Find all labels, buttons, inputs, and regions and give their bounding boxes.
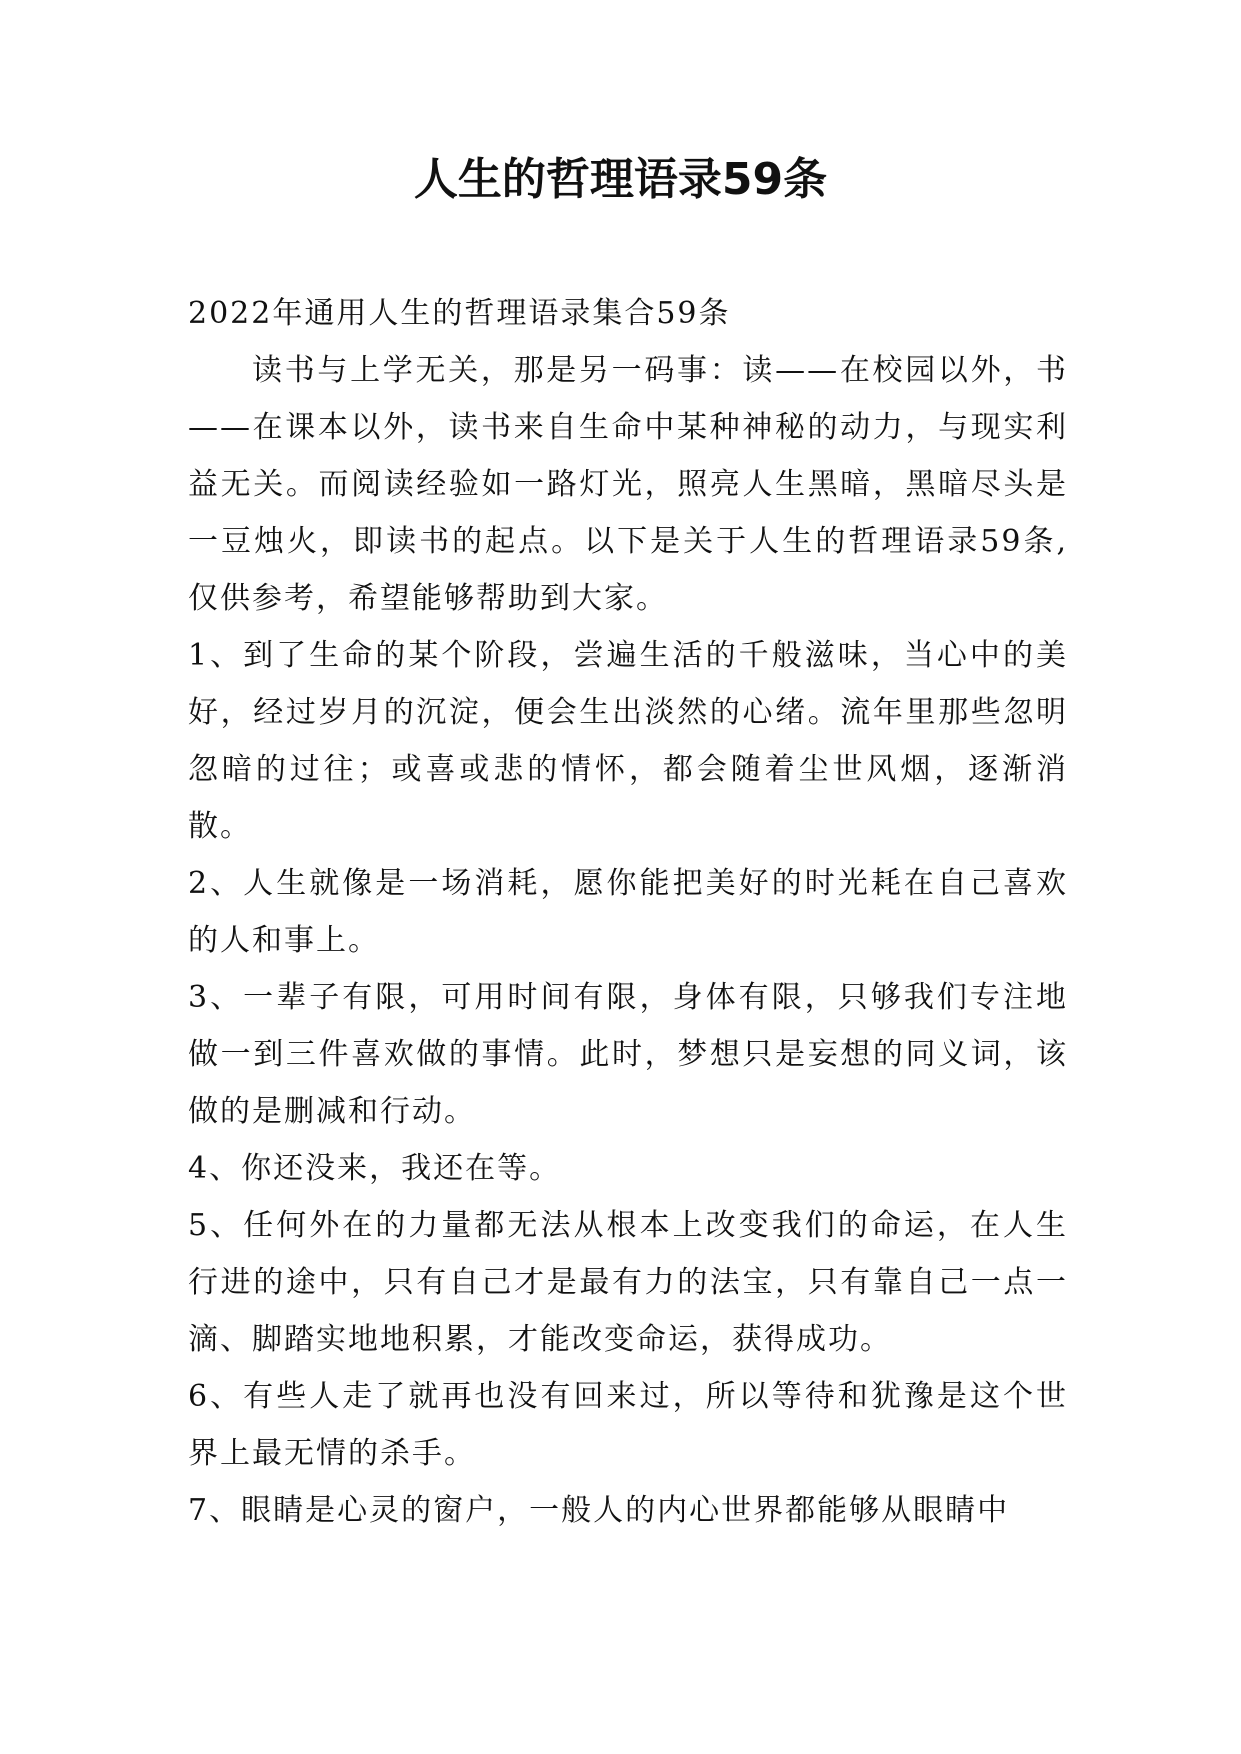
list-item: 6、有些人走了就再也没有回来过，所以等待和犹豫是这个世界上最无情的杀手。	[188, 1379, 1068, 1471]
subtitle-line: 2022年通用人生的哲理语录集合59条	[188, 296, 731, 331]
list-item: 5、任何外在的力量都无法从根本上改变我们的命运，在人生行进的途中，只有自己才是最有力的法宝，只有靠自己一点一滴、脚踏实地地积累，才能改变命运，获得成功。	[188, 1208, 1068, 1357]
list-item: 2、人生就像是一场消耗，愿你能把美好的时光耗在自己喜欢的人和事上。	[188, 866, 1068, 958]
list-item: 1、到了生命的某个阶段，尝遍生活的千般滋味，当心中的美好，经过岁月的沉淀，便会生出淡然的心绪。流年里那些忽明忽暗的过往；或喜或悲的情怀，都会随着尘世风烟，逐渐消散。	[188, 638, 1068, 844]
intro-paragraph: 读书与上学无关，那是另一码事：读——在校园以外，书——在课本以外，读书来自生命中某种神秘的动力，与现实利益无关。而阅读经验如一路灯光，照亮人生黑暗，黑暗尽头是一豆烛火，即读书的起点。以下是关于人生的哲理语录59条,仅供参考，希望能够帮助到大家。	[188, 353, 1068, 616]
document-title: 人生的哲理语录59条	[413, 154, 828, 205]
list-item: 7、眼睛是心灵的窗户，一般人的内心世界都能够从眼睛中	[188, 1493, 1010, 1528]
list-item: 3、一辈子有限，可用时间有限，身体有限，只够我们专注地做一到三件喜欢做的事情。此时，梦想只是妄想的同义词，该做的是删减和行动。	[188, 980, 1068, 1129]
document-body	[188, 285, 1068, 1539]
list-item: 4、你还没来，我还在等。	[188, 1151, 562, 1186]
